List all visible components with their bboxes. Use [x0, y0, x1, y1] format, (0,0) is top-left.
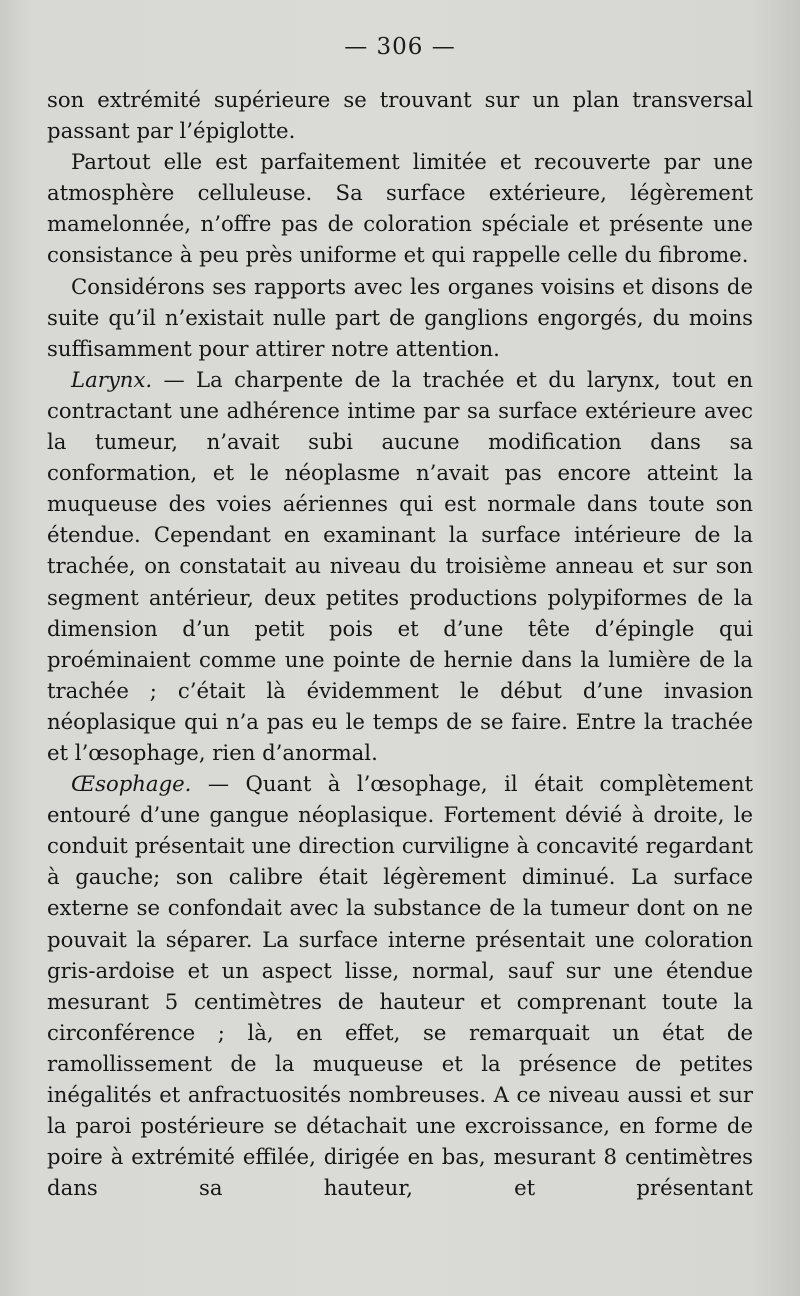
paragraph-text: Considérons ses rapports avec les organes voisins et disons de suite qu’il n’existait nulle part de ganglions engorgés, du moins suffisamment pour attirer notre attention.	[47, 273, 753, 361]
paragraph-larynx	[47, 364, 753, 768]
body-text	[47, 84, 753, 1203]
paragraph-text: son extrémité supérieure se trouvant sur un plan transversal passant par l’épiglotte.	[47, 87, 753, 144]
section-heading-oesophage: Œsophage.	[71, 771, 192, 797]
paragraph	[47, 271, 753, 364]
paragraph-text: — Quant à l’œsophage, il était complètement entouré d’une gangue néoplasique. Fortement dévié à droite, le conduit présentait une direction curviligne à concavité regardant à gauche; son calibre était légèrement diminué. La surface externe se confondait avec la substance de la tumeur dont on ne pouvait la séparer. La surface interne présentait une coloration gris-ardoise et un aspect lisse, normal, sauf sur une étendue mesurant 5 centimètres de hauteur et comprenant toute la circonférence ; là, en effet, se remarquait un état de ramollissement de la muqueuse et la présence de petites inégalités et anfractuosités nombreuses. A ce niveau aussi et sur la paroi postérieure se détachait une excroissance, en forme de poire à extrémité effilée, dirigée en bas, mesurant 8 centimètres dans sa hauteur, et présentant	[47, 771, 753, 1201]
paragraph-text: — La charpente de la trachée et du larynx, tout en contractant une adhérence intime par sa surface extérieure avec la tumeur, n’avait subi aucune modification dans sa conformation, et le néoplasme n’avait pas encore atteint la muqueuse des voies aériennes qui est normale dans toute son étendue. Cependant en examinant la surface intérieure de la trachée, on constatait au niveau du troisième anneau et sur son segment antérieur, deux petites productions polypiformes de la dimension d’un petit pois et d’une tête d’épingle qui proéminaient comme une pointe de hernie dans la lumière de la trachée ; c’était là évidemment le début d’une invasion néoplasique qui n’a pas eu le temps de se faire. Entre la trachée et l’œsophage, rien d’anormal.	[47, 366, 753, 765]
section-heading-larynx: Larynx.	[71, 366, 153, 392]
paragraph	[47, 146, 753, 270]
paragraph-oesophage	[47, 768, 753, 1203]
paragraph	[47, 84, 753, 146]
paragraph-text: Partout elle est parfaitement limitée et recouverte par une atmosphère celluleuse. Sa surface extérieure, légèrement mamelonnée, n’offre pas de coloration spéciale et présente une consistance à peu près uniforme et qui rappelle celle du fibrome.	[47, 149, 753, 268]
page-number: — 306 —	[344, 34, 456, 60]
